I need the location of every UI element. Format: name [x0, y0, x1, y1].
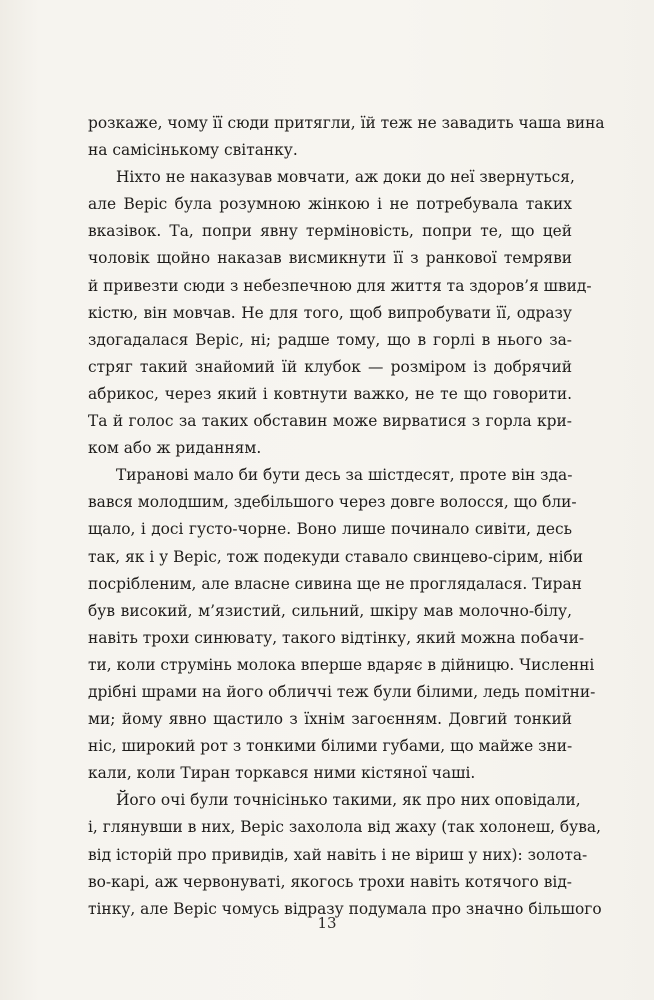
paragraph-first-line: Його очі були точнісінько такими, як про них оповідали,: [116, 791, 581, 810]
text-line: Та й голос за таких обставин може вирватися з горла кри-: [88, 412, 572, 431]
text-line: так, як і у Веріс, тож подекуди ставало свинцево-сірим, ніби: [88, 547, 584, 566]
text-line: ніс, широкий рот з тонкими білими губами, що майже зни-: [88, 737, 573, 756]
text-line: ми; йому явно щастило з їхнім загоєнням. Довгий тонкий: [88, 710, 572, 729]
page-number: 13: [317, 914, 337, 932]
text-line: від історій про привидів, хай навіть і не віриш у них): золота-: [88, 845, 588, 864]
text-line: щало, і досі густо-чорне. Воно лише починало сивіти, десь: [88, 520, 572, 539]
text-line: абрикос, через який і ковтнути важко, не те що говорити.: [88, 384, 572, 403]
text-line: ти, коли струмінь молока вперше вдаряє в дійницю. Численні: [88, 655, 595, 674]
text-line: вказівок. Та, попри явну терміновість, попри те, що цей: [88, 222, 572, 241]
text-line: ком або ж риданням.: [88, 439, 262, 458]
text-line: був високий, м’язистий, сильний, шкіру мав молочно-білу,: [88, 601, 572, 620]
text-line: тінку, але Веріс чомусь відразу подумала про значно більшого: [88, 899, 602, 918]
text-line: здогадалася Веріс, ні; радше тому, що в горлі в нього за-: [88, 330, 572, 349]
text-line: й привезти сюди з небезпечною для життя та здоров’я швид-: [88, 276, 592, 295]
text-line: але Веріс була розумною жінкою і не потребувала таких: [88, 195, 572, 214]
text-line: посрібленим, але власне сивина ще не проглядалася. Тиран: [88, 574, 582, 593]
text-line: і, глянувши в них, Веріс захолола від жаху (так холонеш, бува,: [88, 818, 601, 837]
text-line: на самісінькому світанку.: [88, 141, 298, 160]
text-line: дрібні шрами на його обличчі теж були білими, ледь помітни-: [88, 682, 596, 701]
text-line: кали, коли Тиран торкався ними кістяної чаші.: [88, 764, 476, 783]
text-line: навіть трохи синювату, такого відтінку, який можна побачи-: [88, 628, 585, 647]
text-line: чоловік щойно наказав висмикнути її з ранкової темряви: [88, 249, 572, 268]
text-line: розкаже, чому її сюди притягли, їй теж не завадить чаша вина: [88, 114, 605, 132]
text-line: во-карі, аж червонуваті, якогось трохи навіть котячого від-: [88, 872, 572, 891]
paragraph-first-line: Тиранові мало би бути десь за шістдесят, проте він зда-: [116, 466, 573, 485]
text-line: стряг такий знайомий їй клубок — розміром із добрячий: [88, 357, 572, 376]
text-line: кістю, він мовчав. Не для того, щоб випробувати її, одразу: [88, 303, 572, 322]
paragraph-first-line: Ніхто не наказував мовчати, аж доки до неї звернуться,: [116, 168, 575, 187]
text-line: вався молодшим, здебільшого через довге волосся, що бли-: [88, 493, 577, 512]
body-text: [88, 110, 605, 923]
